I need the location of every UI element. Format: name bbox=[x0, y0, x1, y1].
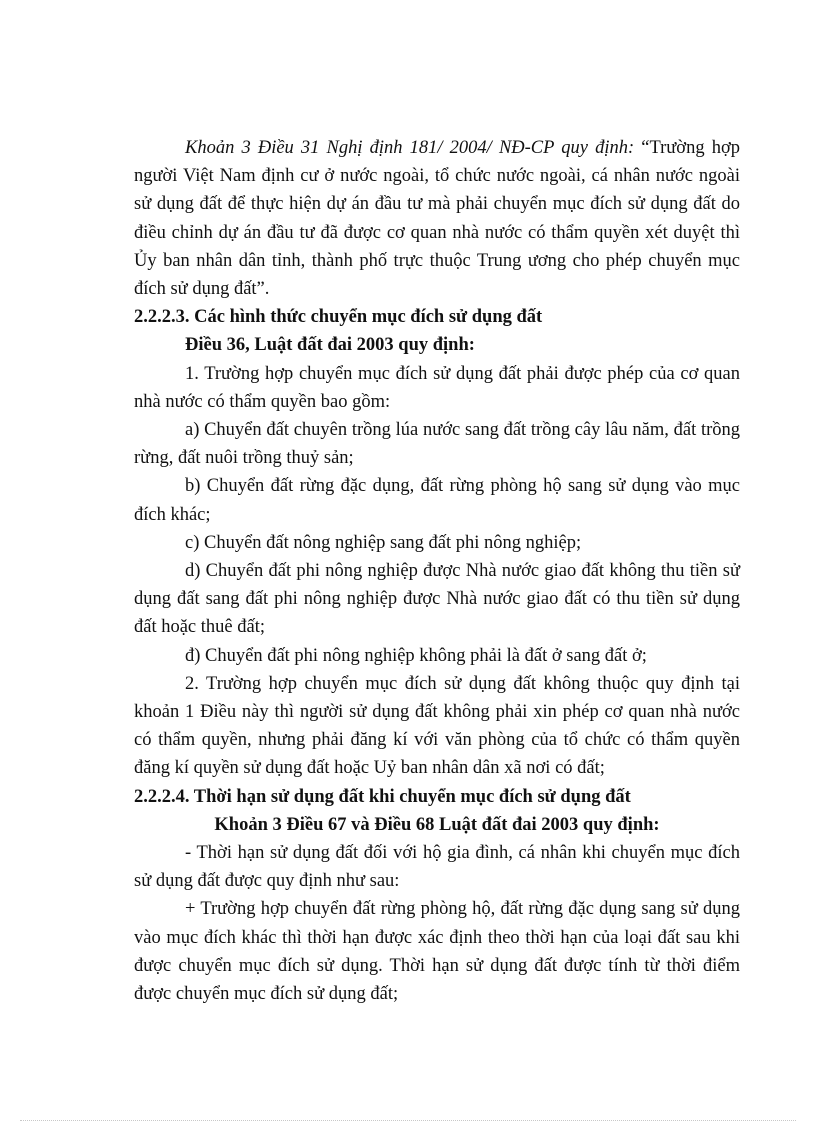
clause-1-item-a: a) Chuyển đất chuyên trồng lúa nước sang đất trồng cây lâu năm, đất trồng rừng, đất nuôi trồng thuỷ sản; bbox=[134, 420, 740, 469]
clause-1-item-d: d) Chuyển đất phi nông nghiệp được Nhà nước giao đất không thu tiền sử dụng đất sang đất phi nông nghiệp được Nhà nước giao đất có thu tiền sử dụng đất hoặc thuê đất; bbox=[134, 561, 740, 638]
paragraph-decree-181 bbox=[134, 134, 740, 303]
term-subparagraph-forest: + Trường hợp chuyển đất rừng phòng hộ, đất rừng đặc dụng sang sử dụng vào mục đích khác thì thời hạn được xác định theo thời hạn của loại đất sau khi được chuyển mục đích sử dụng. Thời hạn sử dụng đất được tính từ thời điểm được chuyển mục đích sử dụng đất; bbox=[134, 899, 740, 1005]
clause-1-item-dd: đ) Chuyển đất phi nông nghiệp không phải là đất ở sang đất ở; bbox=[185, 645, 647, 666]
section-heading-2-2-2-3: 2.2.2.3. Các hình thức chuyển mục đích sử dụng đất bbox=[134, 307, 543, 328]
clause-1-item-b: b) Chuyển đất rừng đặc dụng, đất rừng phòng hộ sang sử dụng vào mục đích khác; bbox=[134, 476, 740, 525]
article-67-68-title: Khoản 3 Điều 67 và Điều 68 Luật đất đai 2003 quy định: bbox=[214, 814, 660, 835]
article-36-title: Điều 36, Luật đất đai 2003 quy định: bbox=[185, 335, 475, 356]
section-heading-2-2-2-4: 2.2.2.4. Thời hạn sử dụng đất khi chuyển mục đích sử dụng đất bbox=[134, 786, 631, 807]
clause-1-item-c: c) Chuyển đất nông nghiệp sang đất phi nông nghiệp; bbox=[185, 532, 582, 553]
quoted-provision: “Trường hợp người Việt Nam định cư ở nước ngoài, tổ chức nước ngoài, cá nhân nước ngoài sử dụng đất để thực hiện dự án đầu tư mà phải chuyển mục đích sử dụng đất do điều chỉnh dự án đầu tư đã được cơ quan nhà nước có thẩm quyền xét duyệt thì Ủy ban nhân dân tỉnh, thành phố trực thuộc Trung ương cho phép chuyển mục đích sử dụng đất”. bbox=[134, 138, 740, 300]
document-body bbox=[134, 134, 740, 1008]
clause-1: 1. Trường hợp chuyển mục đích sử dụng đất phải được phép của cơ quan nhà nước có thẩm quyền bao gồm: bbox=[134, 363, 740, 412]
page-bottom-divider bbox=[20, 1120, 796, 1121]
clause-2: 2. Trường hợp chuyển mục đích sử dụng đất không thuộc quy định tại khoản 1 Điều này thì người sử dụng đất không phải xin phép cơ quan nhà nước có thẩm quyền, nhưng phải đăng kí với văn phòng của tổ chức có thẩm quyền đăng kí quyền sử dụng đất hoặc Uỷ ban nhân dân xã nơi có đất; bbox=[134, 673, 740, 779]
citation-decree-181: Khoản 3 Điều 31 Nghị định 181/ 2004/ NĐ-CP quy định: bbox=[185, 138, 635, 158]
term-paragraph: - Thời hạn sử dụng đất đối với hộ gia đình, cá nhân khi chuyển mục đích sử dụng đất được quy định như sau: bbox=[134, 843, 740, 892]
